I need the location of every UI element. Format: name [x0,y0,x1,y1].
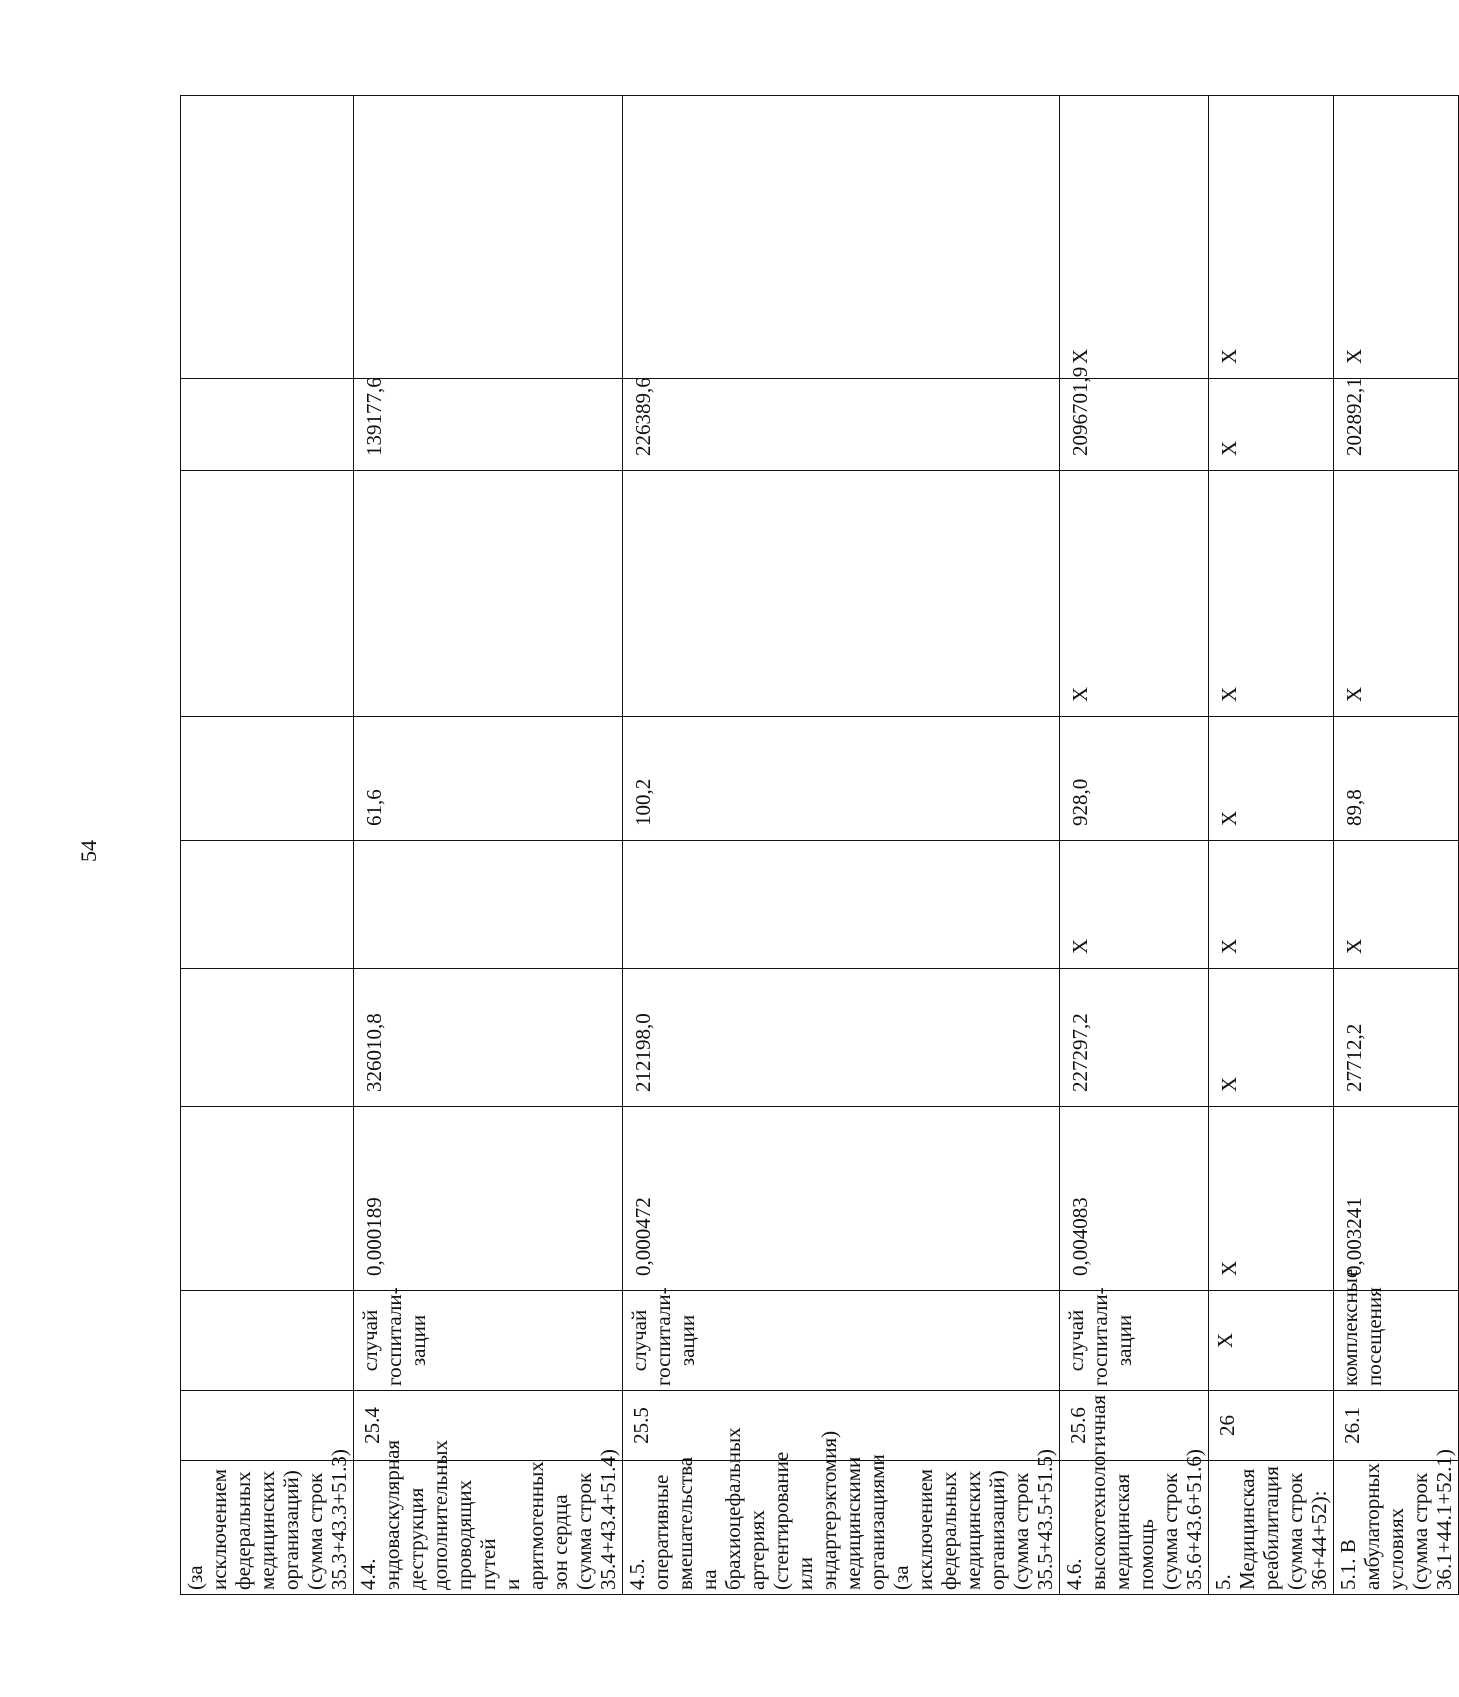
cell-value [181,471,354,717]
cell-value: Х [1060,471,1209,717]
cell-value: 139177,6 [354,379,623,471]
cell-value: Х [1209,841,1334,969]
cell-value: 212198,0 [623,969,1060,1107]
cell-unit: случай госпитали- зации [354,1291,623,1391]
cell-value: Х [1334,841,1459,969]
cell-value: 202892,1 [1334,379,1459,471]
cell-value [181,1107,354,1291]
cell-row-number: 25.4 [354,1391,623,1461]
cell-row-number: 25.6 [1060,1391,1209,1461]
cell-value [623,841,1060,969]
table-row [1209,96,1334,1595]
cell-value: 2096701,9 [1060,379,1209,471]
cell-value: Х [1209,717,1334,841]
cell-value: 61,6 [354,717,623,841]
cell-value: Х [1209,1107,1334,1291]
cell-unit [181,1291,354,1391]
cell-value: 27712,2 [1334,969,1459,1107]
cell-value [181,379,354,471]
cell-value [181,96,354,379]
data-table [180,95,1459,1595]
cell-value: 0,000472 [623,1107,1060,1291]
cell-value: 89,8 [1334,717,1459,841]
cell-value: 100,2 [623,717,1060,841]
cell-unit: случай госпитали- зации [1060,1291,1209,1391]
table-row [1060,96,1209,1595]
cell-name: 5. Медицинская реабилитация (сумма строк 36+44+52): [1209,1461,1334,1595]
cell-value [181,969,354,1107]
cell-value [181,717,354,841]
rotated-table-container [180,95,1456,1595]
cell-value [354,471,623,717]
cell-value: Х [1060,841,1209,969]
cell-value [354,841,623,969]
cell-unit: Х [1209,1291,1334,1391]
table-row [1334,96,1459,1595]
cell-value: Х [1209,96,1334,379]
cell-value [623,96,1060,379]
cell-row-number: 25.5 [623,1391,1060,1461]
cell-value: 0,003241 [1334,1107,1459,1291]
cell-value: Х [1209,969,1334,1107]
table-row [354,96,623,1595]
page-number: 54 [76,840,101,862]
cell-value: 326010,8 [354,969,623,1107]
table-row [623,96,1060,1595]
cell-value: 0,000189 [354,1107,623,1291]
cell-value [623,471,1060,717]
cell-name: (за исключением федеральных медицинских организаций) (сумма строк 35.3+43.3+51.3) [181,1461,354,1595]
cell-unit: случай госпитали- зации [623,1291,1060,1391]
cell-row-number: 26 [1209,1391,1334,1461]
cell-value [181,841,354,969]
cell-value [354,96,623,379]
table-row [181,96,354,1595]
cell-name: 4.6. высокотехнологичная медицинская помощь (сумма строк 35.6+43.6+51.6) [1060,1461,1209,1595]
cell-value: 0,004083 [1060,1107,1209,1291]
cell-value: Х [1334,471,1459,717]
cell-unit: комплексные посещения [1334,1291,1459,1391]
cell-value: Х [1209,471,1334,717]
cell-value: 227297,2 [1060,969,1209,1107]
cell-value: 928,0 [1060,717,1209,841]
cell-value: Х [1209,379,1334,471]
cell-name: 4.4. эндоваскулярная деструкция дополнительных проводящих путей и аритмогенных зон сердца (сумма строк 35.4+43.4+51.4) [354,1461,623,1595]
cell-value: 226389,6 [623,379,1060,471]
cell-row-number: 26.1 [1334,1391,1459,1461]
cell-name: 5.1. В амбулаторных условиях (сумма строк 36.1+44.1+52.1) [1334,1461,1459,1595]
cell-value: Х [1334,96,1459,379]
cell-name: 4.5. оперативные вмешательства на брахиоцефальных артериях (стентирование или эндартерэктомия) медицинскими организациями (за исключением федеральных медицинских организаций) (сумма строк 35.5+43.5+51.5) [623,1461,1060,1595]
cell-value: Х [1060,96,1209,379]
